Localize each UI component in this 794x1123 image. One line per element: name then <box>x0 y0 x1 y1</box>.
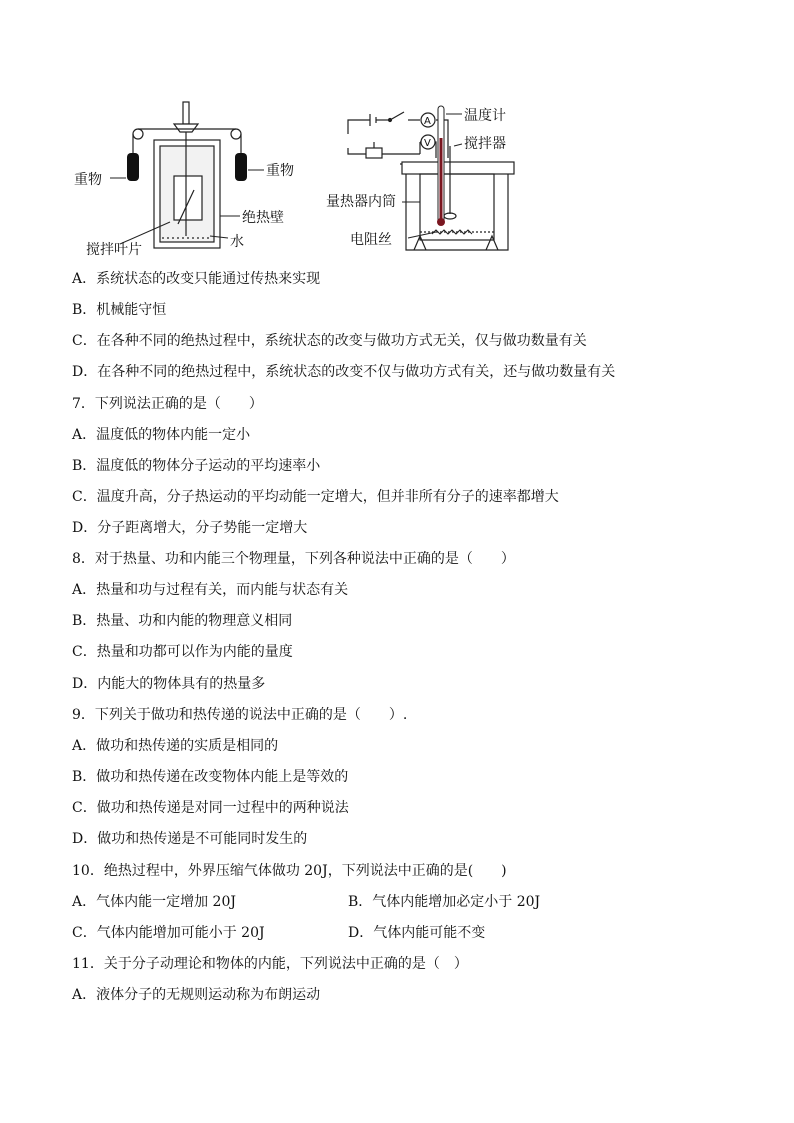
label-inner-cylinder: 量热器内筒 <box>326 194 396 210</box>
label-thermometer: 温度计 <box>464 108 506 124</box>
q7-option-a[interactable]: A．温度低的物体内能一定小 <box>72 427 251 443</box>
q8-option-b[interactable]: B．热量、功和内能的物理意义相同 <box>72 613 293 629</box>
q7-stem: 7．下列说法正确的是（ ） <box>72 396 263 412</box>
label-weight-right: 重物 <box>266 163 294 179</box>
label-resistor-wire: 电阻丝 <box>350 232 392 248</box>
label-paddle: 搅拌叶片 <box>86 242 142 258</box>
q10-option-b[interactable]: B．气体内能增加必定小于 20J <box>348 894 541 910</box>
left-weight-icon <box>127 153 139 181</box>
calorimeter-apparatus <box>348 112 514 250</box>
q7-option-b[interactable]: B．温度低的物体分子运动的平均速率小 <box>72 458 321 474</box>
q7-option-d[interactable]: D．分子距离增大，分子势能一定增大 <box>72 520 308 536</box>
q6-option-d[interactable]: D．在各种不同的绝热过程中，系统状态的改变不仅与做功方式有关，还与做功数量有关 <box>72 364 616 380</box>
q9-stem: 9．下列关于做功和热传递的说法中正确的是（ ）. <box>72 707 408 723</box>
q9-option-d[interactable]: D．做功和热传递是不可能同时发生的 <box>72 831 308 847</box>
q10-stem: 10．绝热过程中，外界压缩气体做功 20J，下列说法中正确的是( ) <box>72 863 507 879</box>
experiment-figure <box>70 98 530 268</box>
q6-option-c[interactable]: C．在各种不同的绝热过程中，系统状态的改变与做功方式无关，仅与做功数量有关 <box>72 333 587 349</box>
q10-option-d[interactable]: D．气体内能可能不变 <box>348 925 486 941</box>
svg-text:V: V <box>424 138 431 149</box>
q10-option-c[interactable]: C．气体内能增加可能小于 20J <box>72 925 265 941</box>
q8-option-d[interactable]: D．内能大的物体具有的热量多 <box>72 676 266 692</box>
ammeter-icon <box>421 113 435 127</box>
q11-option-a[interactable]: A．液体分子的无规则运动称为布朗运动 <box>72 987 321 1003</box>
label-stirrer: 搅拌器 <box>464 136 506 152</box>
label-weight-left: 重物 <box>74 172 102 188</box>
q6-option-b[interactable]: B．机械能守恒 <box>72 302 167 318</box>
q8-stem: 8．对于热量、功和内能三个物理量，下列各种说法中正确的是（ ） <box>72 551 515 567</box>
right-weight-icon <box>235 153 247 181</box>
q11-stem: 11．关于分子动理论和物体的内能，下列说法中正确的是（ ） <box>72 956 468 972</box>
label-insulated-wall: 绝热壁 <box>242 210 284 226</box>
q9-option-b[interactable]: B．做功和热传递在改变物体内能上是等效的 <box>72 769 349 785</box>
joule-apparatus <box>133 102 241 248</box>
q6-option-a[interactable]: A．系统状态的改变只能通过传热来实现 <box>72 271 321 287</box>
q9-option-c[interactable]: C．做功和热传递是对同一过程中的两种说法 <box>72 800 349 816</box>
label-water: 水 <box>230 234 244 250</box>
q7-option-c[interactable]: C．温度升高，分子热运动的平均动能一定增大，但并非所有分子的速率都增大 <box>72 489 559 505</box>
q8-option-c[interactable]: C．热量和功都可以作为内能的量度 <box>72 644 293 660</box>
svg-text:A: A <box>424 116 431 127</box>
q10-option-a[interactable]: A．气体内能一定增加 20J <box>72 894 236 910</box>
q8-option-a[interactable]: A．热量和功与过程有关，而内能与状态有关 <box>72 582 349 598</box>
thermometer-icon <box>437 106 445 226</box>
q9-option-a[interactable]: A．做功和热传递的实质是相同的 <box>72 738 279 754</box>
voltmeter-icon <box>421 135 435 149</box>
